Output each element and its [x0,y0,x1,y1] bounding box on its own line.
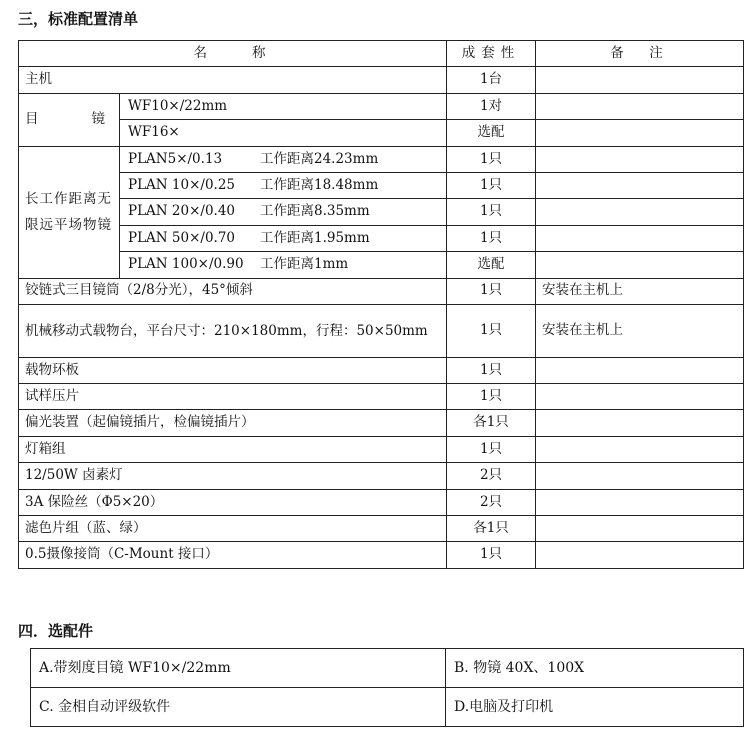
item-note [536,463,744,489]
item-spec: PLAN5×/0.13 工作距离24.23mm [120,146,447,172]
item-qty: 1只 [447,384,536,410]
table-row [31,649,744,688]
item-note [536,252,744,278]
item-note [536,489,744,515]
table-row [19,278,744,304]
item-qty: 1只 [447,199,536,225]
table-row [19,463,744,489]
item-note [536,542,744,568]
item-qty: 各1只 [447,410,536,436]
item-name: 试样压片 [19,384,447,410]
item-qty: 2只 [447,489,536,515]
item-name: 灯箱组 [19,436,447,462]
item-note [536,410,744,436]
item-name: 滤色片组（蓝、绿） [19,516,447,542]
table-row [19,357,744,383]
item-name: 偏光装置（起偏镜插片，检偏镜插片） [19,410,447,436]
table-row [19,172,744,198]
objective-group-label: 长工作距离无限远平场物镜 [19,146,120,278]
item-qty: 1只 [447,436,536,462]
header-note: 备 注 [536,41,744,67]
item-spec: PLAN 50×/0.70 工作距离1.95mm [120,225,447,251]
item-name: 0.5摄像接筒（C-Mount 接口） [19,542,447,568]
item-qty: 1只 [447,357,536,383]
table-row [31,688,744,727]
item-note: 安装在主机上 [536,278,744,304]
header-name: 名 称 [19,41,447,67]
table-row [19,252,744,278]
item-name: 铰链式三目镜筒（2/8分光），45°倾斜 [19,278,447,304]
item-note [536,199,744,225]
item-qty: 选配 [447,120,536,146]
item-qty: 1只 [447,278,536,304]
accessory-item: D.电脑及打印机 [446,688,744,727]
table-header-row [19,41,744,67]
standard-config-table [18,40,744,569]
item-name: 机械移动式载物台，平台尺寸：210×180mm，行程：50×50mm [19,304,447,357]
item-note [536,172,744,198]
table-row [19,542,744,568]
accessories-table [30,648,744,727]
section-4-title: 四．选配件 [18,622,94,640]
eyepiece-group-label: 目 镜 [19,93,120,146]
item-qty: 1只 [447,225,536,251]
item-note [536,436,744,462]
item-name: 3A 保险丝（Φ5×20） [19,489,447,515]
table-row [19,410,744,436]
table-row [19,436,744,462]
accessory-item: C. 金相自动评级软件 [31,688,446,727]
item-note [536,93,744,119]
table-row [19,93,744,119]
item-name: 载物环板 [19,357,447,383]
table-row [19,304,744,357]
item-qty: 1只 [447,172,536,198]
item-note [536,120,744,146]
table-row [19,516,744,542]
table-row [19,489,744,515]
accessory-item: B. 物镜 40X、100X [446,649,744,688]
table-row [19,199,744,225]
table-row [19,120,744,146]
item-note: 安装在主机上 [536,304,744,357]
item-name: 12/50W 卤素灯 [19,463,447,489]
table-row [19,384,744,410]
table-row [19,225,744,251]
item-spec: WF16× [120,120,447,146]
table-row [19,67,744,93]
item-qty: 各1只 [447,516,536,542]
item-qty: 1台 [447,67,536,93]
item-note [536,384,744,410]
item-qty: 1对 [447,93,536,119]
item-spec: PLAN 100×/0.90 工作距离1mm [120,252,447,278]
item-spec: WF10×/22mm [120,93,447,119]
item-qty: 1只 [447,542,536,568]
header-qty: 成套性 [447,41,536,67]
item-spec: PLAN 10×/0.25 工作距离18.48mm [120,172,447,198]
section-3-title: 三，标准配置清单 [18,10,139,28]
item-qty: 2只 [447,463,536,489]
accessory-item: A.带刻度目镜 WF10×/22mm [31,649,446,688]
item-qty: 1只 [447,146,536,172]
item-qty: 1只 [447,304,536,357]
table-row [19,146,744,172]
item-qty: 选配 [447,252,536,278]
item-note [536,146,744,172]
item-note [536,225,744,251]
item-note [536,516,744,542]
item-spec: PLAN 20×/0.40 工作距离8.35mm [120,199,447,225]
item-name: 主机 [19,67,447,93]
item-note [536,357,744,383]
item-note [536,67,744,93]
